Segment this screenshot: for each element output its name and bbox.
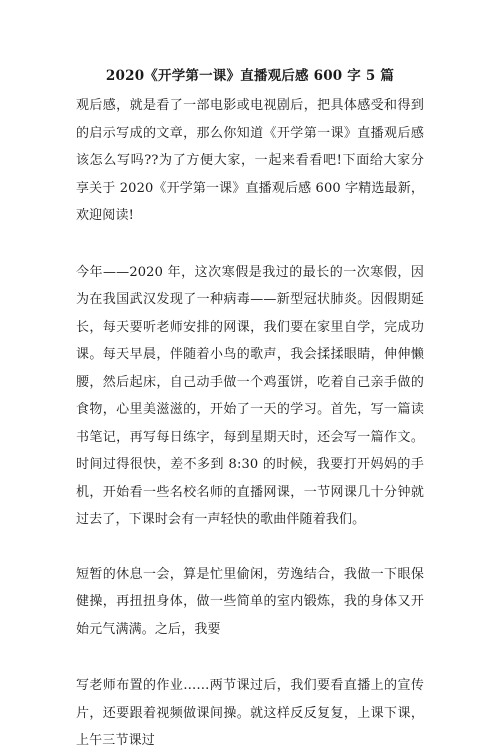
body-paragraph: 写老师布置的作业……两节课过后，我们要看直播上的宣传片，还要跟着视频做课间操。就这样反反复复，上课下课，上午三节课过	[76, 678, 424, 748]
document-title: 2020《开学第一课》直播观后感 600 字 5 篇	[105, 68, 395, 84]
body-paragraph: 短暂的休息一会，算是忙里偷闲，劳逸结合，我做一下眼保健操，再扭扭身体，做一些简单的室内锻炼，我的身体又开始元气满满。之后，我要	[76, 566, 424, 637]
intro-paragraph: 观后感，就是看了一部电影或电视剧后，把具体感受和得到的启示写成的文章，那么你知道《开学第一课》直播观后感该怎么写吗??为了方便大家，一起来看看吧!下面给大家分享关于 2020《开学第一课》直播观后感 600 字精选最新，欢迎阅读!	[76, 98, 424, 223]
body-paragraph: 今年——2020 年，这次寒假是我过的最长的一次寒假，因为在我国武汉发现了一种病毒——新型冠状肺炎。因假期延长，每天要听老师安排的网课，我们要在家里自学，完成功课。每天早晨，伴随着小鸟的歌声，我会揉揉眼睛，伸伸懒腰，然后起床，自己动手做一个鸡蛋饼，吃着自己亲手做的食物，心里美滋滋的，开始了一天的学习。首先，写一篇读书笔记，再写每日练字，每到星期天时，还会写一篇作文。时间过得很快，差不多到 8:30 的时候，我要打开妈妈的手机，开始看一些名校名师的直播网课，一节网课几十分钟就过去了，下课时会有一声轻快的歌曲伴随着我们。	[76, 264, 424, 527]
